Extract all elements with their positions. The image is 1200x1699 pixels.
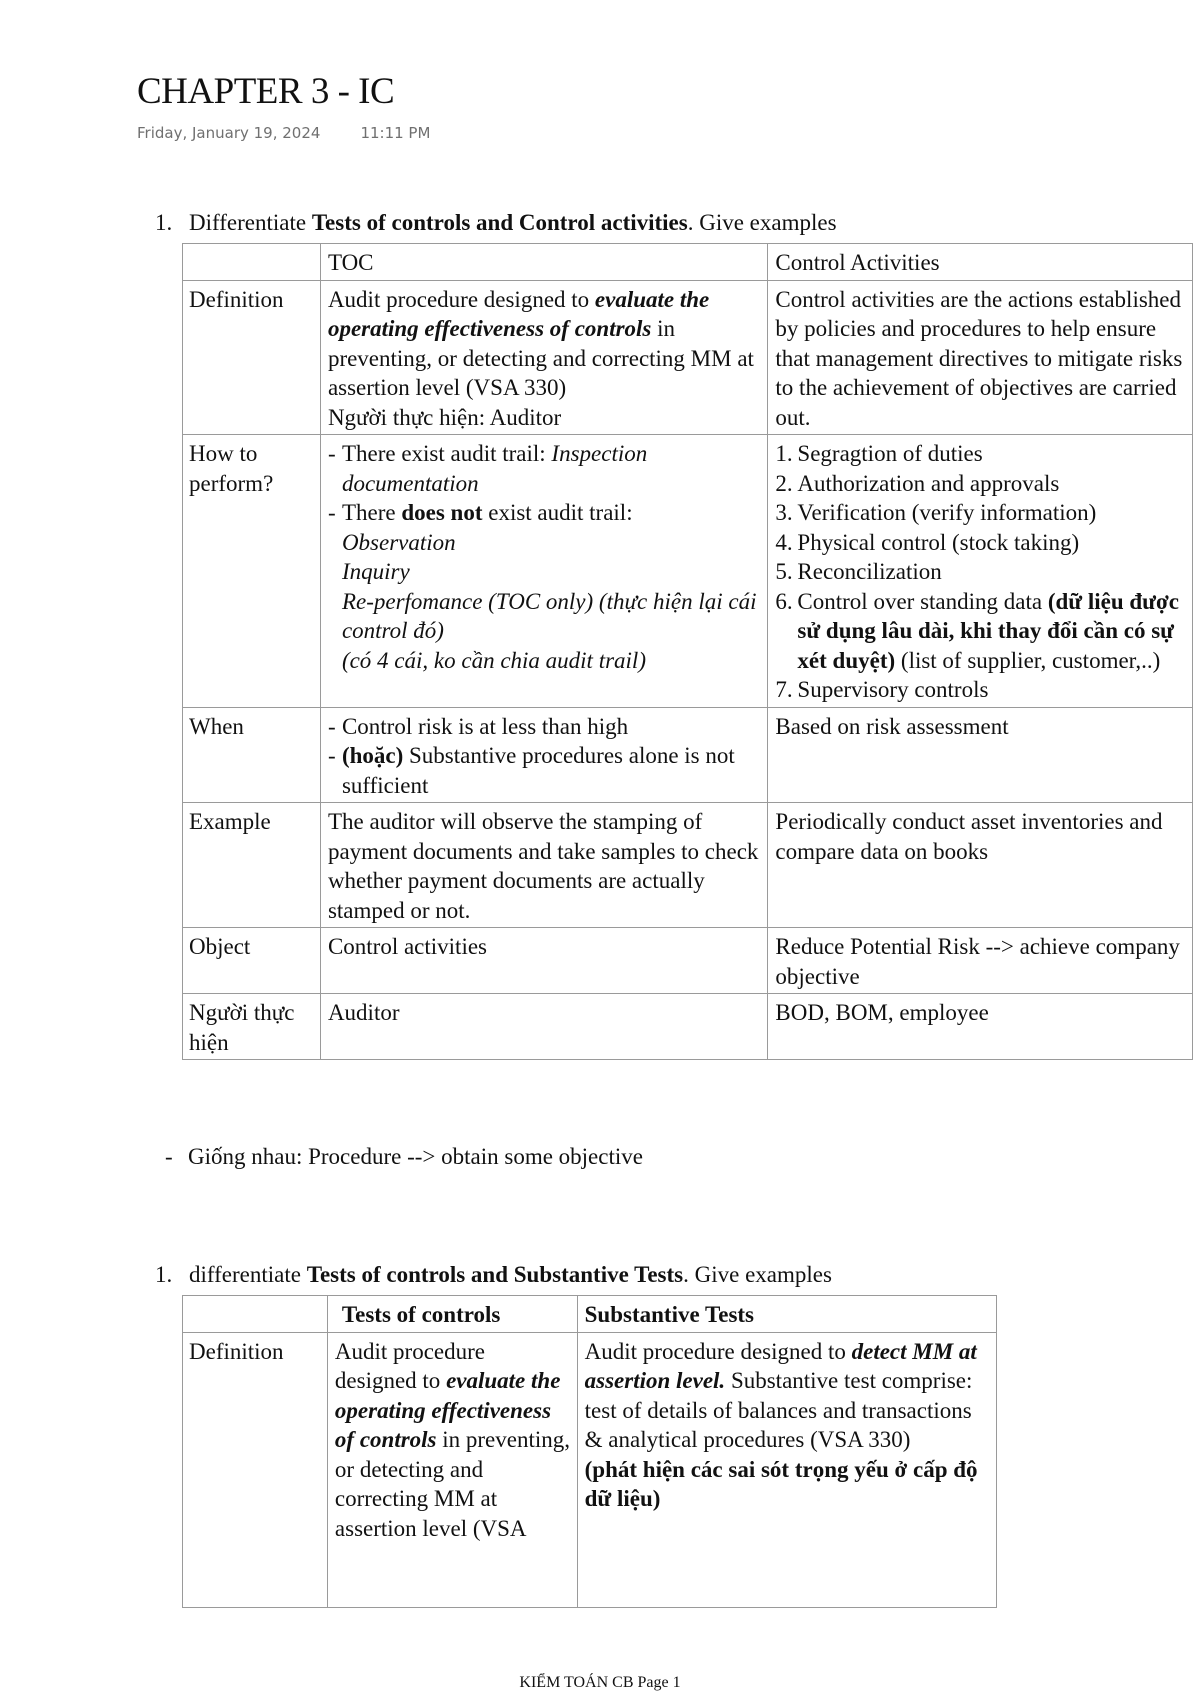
section2-heading-bold: Tests of controls and Substantive Tests	[306, 1262, 684, 1287]
list-item-text: Segragtion of duties	[797, 441, 983, 466]
section2-heading	[155, 1262, 832, 1288]
row-label-object: Object	[183, 928, 321, 994]
list-item-emphasis: Inspection documentation	[341, 441, 648, 496]
list-item-text: There	[341, 500, 402, 525]
header-tests-of-controls-text: Tests of controls	[341, 1302, 501, 1327]
toc-definition-emphasis: evaluate the operating effectiveness of controls	[334, 1368, 561, 1452]
list-item	[775, 675, 1186, 705]
list-number: 5.	[775, 559, 793, 584]
table-row-performer	[183, 994, 1193, 1060]
list-item	[328, 741, 761, 800]
row-label-performer: Người thực hiện	[183, 994, 321, 1060]
table-row-definition	[183, 1332, 997, 1607]
table-row-definition	[183, 280, 1193, 435]
similarity-text: Giống nhau: Procedure --> obtain some objective	[188, 1144, 643, 1169]
toc-performer-cell: Auditor	[320, 994, 767, 1060]
toc-how-list	[328, 439, 761, 528]
list-item-text: Verification (verify information)	[797, 500, 1097, 525]
section1-heading-pre: Differentiate	[189, 210, 312, 235]
list-item	[775, 439, 1186, 469]
list-number: 1.	[775, 441, 793, 466]
toc-definition-rest: in preventing, or detecting and correcting MM at assertion level (VSA	[334, 1427, 570, 1541]
header-blank	[183, 244, 321, 281]
st-definition-cell	[577, 1332, 996, 1607]
section2-heading-post: . Give examples	[683, 1262, 832, 1287]
row-label-how: How to perform?	[183, 435, 321, 708]
ca-when-cell: Based on risk assessment	[768, 707, 1193, 803]
toc-definition-cell	[320, 280, 767, 435]
section1-heading-bold: Tests of controls and Control activities	[311, 210, 688, 235]
list-item	[775, 557, 1186, 587]
page-timestamp	[137, 124, 430, 142]
ca-example-cell: Periodically conduct asset inventories and compare data on books	[768, 803, 1193, 928]
list-item-text: Supervisory controls	[797, 677, 989, 702]
table-row-how	[183, 435, 1193, 708]
ca-definition-cell: Control activities are the actions established by policies and procedures to help ensure that management directives to mitigate risks to the achievement of objectives are carried out.	[768, 280, 1193, 435]
list-item-text: Reconcilization	[797, 559, 942, 584]
row-label-definition: Definition	[183, 280, 321, 435]
header-tests-of-controls	[327, 1296, 577, 1333]
row-label-when: When	[183, 707, 321, 803]
header-blank	[183, 1296, 328, 1333]
toc-how-sublist	[328, 528, 761, 676]
list-item-bold: does not	[401, 500, 483, 525]
toc-definition-cell	[327, 1332, 577, 1607]
toc-how-cell	[320, 435, 767, 708]
sub-item: (có 4 cái, ko cần chia audit trail)	[341, 647, 646, 673]
list-number: 6.	[775, 588, 793, 614]
st-definition-note: (phát hiện các sai sót trọng yếu ở cấp độ dữ liệu)	[584, 1456, 978, 1511]
ca-performer-cell: BOD, BOM, employee	[768, 994, 1193, 1060]
list-item: - Control risk is at less than high	[328, 712, 761, 742]
toc-definition-rest: in preventing, or detecting and correcting MM at assertion level (VSA 330)	[327, 316, 754, 400]
list-item-text: Substantive procedures alone is not sufficient	[341, 743, 735, 798]
list-item	[328, 498, 761, 528]
section1-number: 1.	[155, 210, 173, 235]
table-header-row	[183, 1296, 997, 1333]
st-definition-text: Audit procedure designed to	[584, 1338, 852, 1364]
list-item	[775, 498, 1186, 528]
list-item	[775, 469, 1186, 499]
list-number: 2.	[775, 470, 793, 496]
toc-example-cell: The auditor will observe the stamping of payment documents and take samples to check whether payment documents are actually stamped or not.	[320, 803, 767, 928]
list-item-text: Physical control (stock taking)	[797, 529, 1080, 555]
list-item	[775, 528, 1186, 558]
ca-how-list	[775, 439, 1186, 705]
page-title: CHAPTER 3 - IC	[137, 71, 395, 112]
ca-how-cell	[768, 435, 1193, 708]
header-substantive-tests-text: Substantive Tests	[584, 1302, 755, 1327]
toc-vs-control-activities-table	[182, 243, 1193, 1060]
toc-definition-emphasis: evaluate the operating effectiveness of controls	[327, 286, 710, 341]
list-number: 7.	[775, 677, 793, 702]
section2-number: 1.	[155, 1262, 173, 1287]
ca-object-cell: Reduce Potential Risk --> achieve company objective	[768, 928, 1193, 994]
toc-when-list	[328, 712, 761, 801]
table-row-example	[183, 803, 1193, 928]
list-item-tail: (list of supplier, customer,..)	[895, 647, 1161, 673]
page-footer: KIỂM TOÁN CB Page 1	[519, 1674, 681, 1691]
section2-heading-pre: differentiate	[189, 1262, 307, 1287]
toc-vs-substantive-table	[182, 1295, 997, 1608]
table-row-object	[183, 928, 1193, 994]
row-label-example: Example	[183, 803, 321, 928]
section1-heading	[155, 210, 837, 236]
list-item-bold: (hoặc)	[341, 743, 404, 768]
table-header-row	[183, 244, 1193, 281]
toc-when-cell	[320, 707, 767, 803]
list-item-bold: (dữ liệu được sử dụng lâu dài, khi thay đổi cần có sự xét duyệt)	[797, 588, 1179, 673]
sub-item: Observation	[341, 529, 456, 555]
list-item	[775, 587, 1186, 676]
toc-definition-text: Audit procedure designed to	[334, 1338, 485, 1393]
table-row-when	[183, 707, 1193, 803]
row-label-definition: Definition	[183, 1332, 328, 1607]
header-control-activities: Control Activities	[768, 244, 1193, 281]
header-substantive-tests	[577, 1296, 996, 1333]
page-date: Friday, January 19, 2024	[137, 124, 321, 142]
list-item-text: There exist audit trail:	[341, 441, 552, 466]
header-toc: TOC	[320, 244, 767, 281]
list-item-text: Authorization and approvals	[797, 470, 1060, 496]
list-item-text: exist audit trail:	[482, 500, 633, 525]
page-time: 11:11 PM	[360, 124, 431, 142]
list-number: 4.	[775, 529, 793, 555]
list-item	[328, 439, 761, 498]
section1-heading-post: . Give examples	[687, 210, 837, 235]
sub-item: Re-perfomance (TOC only) (thực hiện lại cái control đó)	[341, 588, 757, 643]
st-definition-emphasis: detect MM at assertion level.	[584, 1338, 977, 1393]
list-number: 3.	[775, 500, 793, 525]
toc-object-cell: Control activities	[320, 928, 767, 994]
list-item-text: Control over standing data	[797, 588, 1048, 614]
toc-definition-text: Audit procedure designed to	[327, 286, 595, 312]
sub-item: Inquiry	[341, 559, 410, 584]
similarity-note: - Giống nhau: Procedure --> obtain some objective	[165, 1144, 643, 1169]
st-definition-rest: Substantive test comprise: test of details of balances and transactions & analytical procedures (VSA 330)	[584, 1368, 973, 1452]
toc-performer-note: Người thực hiện: Auditor	[327, 404, 562, 430]
